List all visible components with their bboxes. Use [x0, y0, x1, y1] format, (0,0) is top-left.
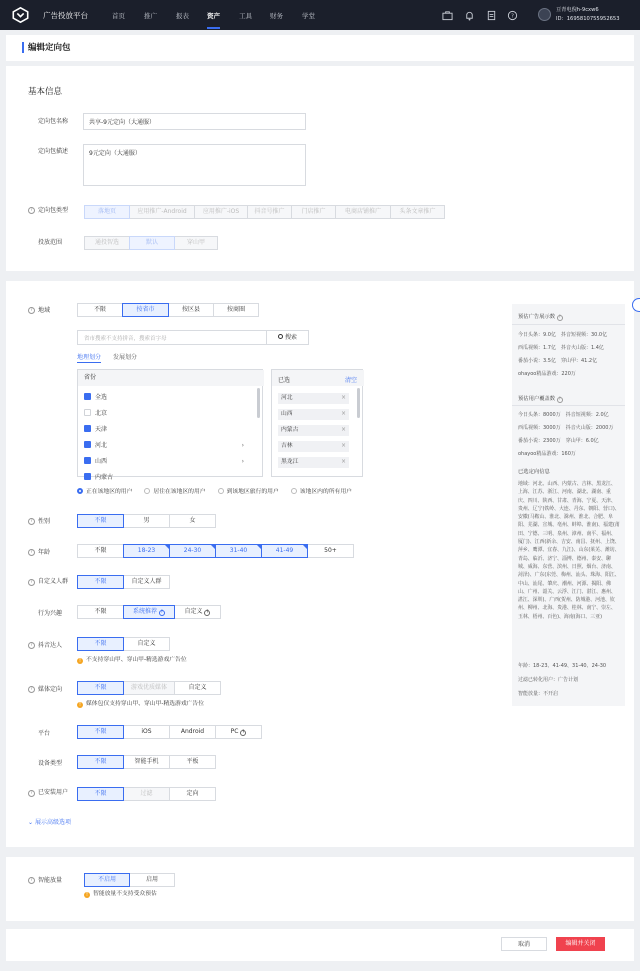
- selected-tag-label: 黑龙江: [281, 459, 299, 465]
- douyin-option-custom[interactable]: 自定义: [123, 637, 170, 651]
- user-estimate-row: 番茄小说：2300万 穿山甲：6.0亿: [518, 438, 599, 444]
- device-selector: [77, 755, 216, 769]
- nav-academy[interactable]: 学堂: [302, 12, 315, 20]
- nav-finance[interactable]: 财务: [270, 12, 283, 20]
- checkbox-checked-icon[interactable]: [84, 393, 91, 400]
- ad-estimate-row: 番茄小说：3.5亿 穿山甲：41.2亿: [518, 358, 598, 364]
- interest-option-label: 自定义: [184, 608, 203, 615]
- selected-header: 已选: [278, 377, 291, 384]
- type-option-douyin[interactable]: 抖音号推广: [247, 205, 292, 219]
- age-option-18-23[interactable]: 18-23: [123, 544, 170, 558]
- custom-option-custom[interactable]: 自定义人群: [123, 575, 170, 589]
- province-item[interactable]: [84, 408, 250, 420]
- region-selector: [77, 303, 259, 317]
- region-search-input[interactable]: 省市搜索不支持拼音，搜索首字母: [77, 330, 267, 345]
- smart-warning: [84, 890, 157, 898]
- scrollbar[interactable]: [357, 388, 360, 418]
- type-option-article[interactable]: 头条文章推广: [390, 205, 445, 219]
- custom-selector: [77, 575, 170, 589]
- checkbox-checked-icon[interactable]: [84, 425, 91, 432]
- radio-icon: [77, 488, 83, 494]
- douyin-selector: [77, 637, 170, 651]
- custom-option-any[interactable]: 不限: [77, 575, 124, 589]
- page-header: [6, 35, 634, 61]
- type-option-store[interactable]: 门店推广: [291, 205, 336, 219]
- type-selector: [84, 205, 445, 219]
- warning-text: 智能放量不支持受众预估: [93, 891, 157, 897]
- selected-tag: [278, 441, 349, 452]
- account-name: 豆青电倪h-9cxw6: [556, 7, 599, 13]
- province-item[interactable]: [84, 472, 250, 484]
- name-input[interactable]: 共享-9元定向（大通服）: [83, 113, 306, 130]
- scope-label: 投放范围: [38, 239, 63, 246]
- selected-tag-label: 吉林: [281, 443, 293, 449]
- type-label: 定向包类型: [38, 207, 69, 214]
- smart-label: 智能放量: [38, 877, 63, 884]
- interest-option-label: 系统推荐: [133, 608, 158, 615]
- title-accent-bar: [22, 42, 24, 53]
- installed-label: 已安装用户: [38, 789, 69, 796]
- chevron-right-icon[interactable]: ›: [241, 442, 244, 449]
- interest-option-recommended[interactable]: [123, 605, 175, 619]
- smart-card: [6, 857, 634, 921]
- warning-text: 不支持穿山甲、穿山甲-精选游戏广告位: [86, 657, 187, 663]
- selected-age-text: 年龄：18-23、41-49、31-40、24-30: [518, 663, 607, 669]
- nav-report[interactable]: 报表: [176, 12, 189, 20]
- type-option-landing[interactable]: 落地页: [84, 205, 130, 219]
- close-icon[interactable]: ×: [341, 411, 346, 417]
- media-selector: [77, 681, 221, 695]
- installed-selector: [77, 787, 216, 801]
- help-icon[interactable]: ?: [28, 207, 35, 214]
- custom-label: 自定义人群: [38, 578, 69, 585]
- user-estimate-row: 西瓜视频：3000万 抖音火山版：2000万: [518, 425, 614, 431]
- close-icon[interactable]: ×: [341, 443, 346, 449]
- name-label: 定向包名称: [38, 118, 69, 125]
- media-option-any[interactable]: 不限: [77, 681, 124, 695]
- nav-tools[interactable]: 工具: [239, 12, 252, 20]
- media-label: 媒体定向: [38, 686, 63, 693]
- section-title: 基本信息: [28, 87, 63, 97]
- province-name: 内蒙古: [95, 474, 114, 481]
- gender-option-female[interactable]: 女: [169, 514, 216, 528]
- interest-option-any[interactable]: 不限: [77, 605, 124, 619]
- province-name: 天津: [95, 426, 108, 433]
- radio-travel[interactable]: [218, 486, 279, 495]
- age-option-any[interactable]: 不限: [77, 544, 124, 558]
- installed-option-any[interactable]: 不限: [77, 787, 124, 801]
- chevron-right-icon[interactable]: ›: [241, 458, 244, 465]
- smart-option-on[interactable]: 启用: [129, 873, 175, 887]
- province-name: 河北: [95, 442, 108, 449]
- radio-current[interactable]: [77, 486, 132, 495]
- estimate-sidebar: [512, 304, 625, 706]
- region-label: 地域: [38, 307, 51, 314]
- region-search-button[interactable]: [266, 330, 309, 345]
- selected-filter-text: 过滤已转化用户：广告计划: [518, 677, 579, 683]
- type-option-ecommerce[interactable]: 电商店铺推广: [335, 205, 391, 219]
- province-item[interactable]: [84, 456, 250, 468]
- interest-selector: [77, 605, 221, 619]
- ad-estimate-row: 今日头条：9.0亿 抖音短视频：30.0亿: [518, 332, 608, 338]
- user-estimate-row: ohayoo精品游戏：160万: [518, 451, 576, 457]
- age-option-24-30[interactable]: 24-30: [169, 544, 216, 558]
- province-item[interactable]: [84, 424, 250, 436]
- ad-estimate-row: ohayoo精品游戏：220万: [518, 371, 576, 377]
- platform-selector: [77, 725, 262, 739]
- divider: [512, 405, 625, 406]
- province-name: 北京: [95, 410, 108, 417]
- ad-estimate-row: 西瓜视频：1.7亿 抖音火山版：1.4亿: [518, 345, 604, 351]
- submit-button[interactable]: 编辑并关闭: [556, 937, 605, 951]
- interest-option-custom[interactable]: [174, 605, 221, 619]
- help-icon[interactable]: ?: [28, 642, 35, 649]
- bell-icon[interactable]: [464, 10, 475, 21]
- help-icon[interactable]: ?: [28, 307, 35, 314]
- device-label: 设备类型: [38, 760, 63, 767]
- help-icon[interactable]: ?: [28, 549, 35, 556]
- province-item[interactable]: [84, 440, 250, 452]
- scope-option-default[interactable]: 默认: [129, 236, 175, 250]
- platform-label: 平台: [38, 730, 51, 737]
- radio-icon: [291, 488, 297, 494]
- help-icon: ?: [206, 610, 209, 615]
- help-icon[interactable]: ?: [28, 877, 35, 884]
- province-name: 全选: [95, 394, 108, 401]
- tab-geo[interactable]: 地理划分: [77, 354, 102, 361]
- search-icon: [278, 334, 283, 339]
- help-icon[interactable]: ?: [28, 518, 35, 525]
- checkbox-checked-icon[interactable]: [84, 473, 91, 480]
- help-icon[interactable]: ?: [28, 790, 35, 797]
- province-panel: [77, 369, 263, 481]
- radio-resident[interactable]: [144, 486, 205, 495]
- cancel-button[interactable]: 取消: [501, 937, 547, 951]
- checkbox-checked-icon[interactable]: [84, 441, 91, 448]
- help-icon[interactable]: ?: [558, 315, 561, 320]
- selected-tag: [278, 393, 349, 404]
- warning-icon: !: [78, 702, 81, 708]
- douyin-option-any[interactable]: 不限: [77, 637, 124, 651]
- nav-promote[interactable]: 推广: [144, 12, 157, 20]
- briefcase-icon[interactable]: [442, 10, 453, 21]
- gender-label: 性别: [38, 518, 51, 525]
- platform-option-android[interactable]: Android: [169, 725, 216, 739]
- platform-option-pc[interactable]: [215, 725, 262, 739]
- scope-option-pangle[interactable]: 穿山甲: [174, 236, 218, 250]
- media-option-quality[interactable]: 游戏优质媒体: [123, 681, 175, 695]
- smart-selector: [84, 873, 175, 887]
- selected-tag: [278, 457, 349, 468]
- installed-option-filter[interactable]: 过滤: [123, 787, 170, 801]
- radio-icon: [144, 488, 150, 494]
- selected-tag-label: 内蒙古: [281, 427, 299, 433]
- radio-label: 到该地区旅行的用户: [226, 489, 279, 495]
- age-selector: [77, 544, 354, 558]
- ad-estimate-title: [518, 312, 563, 321]
- tab-development[interactable]: 发展划分: [113, 354, 138, 361]
- page-title: 编辑定向包: [28, 43, 71, 53]
- radio-label: 该地区内的所有用户: [299, 489, 352, 495]
- chevron-down-icon: ⌄: [28, 819, 35, 826]
- douyin-label: 抖音达人: [38, 642, 63, 649]
- account-info: [556, 6, 620, 24]
- province-item[interactable]: [84, 392, 250, 404]
- type-option-ios[interactable]: 应用推广-iOS: [194, 205, 248, 219]
- search-button-label: 搜索: [284, 334, 297, 341]
- age-option-50plus[interactable]: 50+: [307, 544, 354, 558]
- radio-label: 正在该地区的用户: [86, 489, 133, 495]
- gender-option-any[interactable]: 不限: [77, 514, 124, 528]
- warning-icon: !: [85, 892, 88, 898]
- help-icon: ?: [242, 730, 245, 735]
- region-option-business[interactable]: 按商圈: [213, 303, 259, 317]
- region-user-type: [77, 486, 352, 495]
- platform-option-ios[interactable]: iOS: [123, 725, 170, 739]
- close-icon[interactable]: ×: [341, 427, 346, 433]
- selected-tag-label: 河北: [281, 395, 293, 401]
- platform-option-label: PC: [230, 728, 239, 735]
- selected-tag: [278, 425, 349, 436]
- radio-label: 居住在该地区的用户: [153, 489, 206, 495]
- selected-tag: [278, 409, 349, 420]
- scrollbar[interactable]: [257, 388, 260, 418]
- show-advanced-label: 展示高级选项: [34, 819, 71, 826]
- warning-text: 媒体包仅支持穿山甲、穿山甲-精选游戏广告位: [86, 701, 205, 707]
- selected-region-text: 地域：河北、山西、内蒙古、吉林、黑龙江、上海、江苏、浙江、河南、湖北、湖南、重庆、四川、陕西、甘肃、青海、宁夏、天津、贵州、辽宁(铁岭、大连、丹东、朝阳、营口)、安徽(马鞍山、淮北、滁州、淮北、合肥、阜阳、芜湖、宣城、亳州、蚌埠、淮南)、福建(莆田、宁德、三明、泉州、漳州、南平、福州、厦门)、江西(新余、吉安、南昌、抚州、上饶、萍乡、鹰潭、宜春、九江)、山东(莱芜、潍坊、青岛、临沂、济宁、淄博、德州、泰安、聊城、威海、东营、滨州、日照、烟台、济南、菏泽)、广东(东莞、梅州、汕头、珠海、阳江、中山、汕尾、肇庆、潮州、河源、揭阳、佛山、广州、韶关、云浮、江门、湛江、惠州、湛江、深圳)、广西(贺州、防城港、河池、钦州、柳州、北海、贵港、桂林、南宁、崇左、玉林、梧州、百色)、海南(海口、三亚): [518, 481, 620, 620]
- desc-textarea[interactable]: 9元定向（大通服）: [83, 144, 306, 186]
- avatar[interactable]: [538, 8, 551, 21]
- radio-all[interactable]: [291, 486, 352, 495]
- user-estimate-title: [518, 394, 563, 403]
- region-option-province[interactable]: 按省市: [122, 303, 169, 317]
- close-icon[interactable]: ×: [341, 459, 346, 465]
- scope-option-smart[interactable]: 通投智选: [84, 236, 130, 250]
- age-label: 年龄: [38, 549, 51, 556]
- device-option-any[interactable]: 不限: [77, 755, 124, 769]
- type-option-android[interactable]: 应用推广-Android: [129, 205, 195, 219]
- nav-home[interactable]: 首页: [112, 12, 125, 20]
- account-id: ID：1695810755952653: [556, 16, 620, 22]
- platform-brand: 广告投放平台: [43, 11, 88, 20]
- desc-label: 定向包描述: [38, 148, 69, 155]
- platform-option-any[interactable]: 不限: [77, 725, 124, 739]
- province-header: 省份: [78, 370, 264, 386]
- warning-icon: !: [78, 658, 81, 664]
- close-icon[interactable]: ×: [341, 395, 346, 401]
- divider: [512, 324, 625, 325]
- age-option-31-40[interactable]: 31-40: [215, 544, 262, 558]
- region-option-any[interactable]: 不限: [77, 303, 123, 317]
- nav-assets[interactable]: 资产: [207, 12, 220, 20]
- age-option-41-49[interactable]: 41-49: [261, 544, 308, 558]
- platform-logo-icon: [12, 7, 29, 23]
- scope-selector: [84, 236, 218, 250]
- ad-estimate-title-text: 预估广告展示数: [518, 314, 556, 320]
- checkbox-icon[interactable]: [84, 409, 91, 416]
- province-name: 山西: [95, 458, 108, 465]
- smart-option-off[interactable]: 不启用: [84, 873, 130, 887]
- document-icon[interactable]: [486, 10, 497, 21]
- clear-button[interactable]: 清空: [344, 377, 357, 384]
- user-estimate-title-text: 预估用户覆盖数: [518, 396, 556, 402]
- svg-text:?: ?: [511, 13, 514, 20]
- selected-info-title: 已选定向信息: [518, 469, 550, 475]
- region-option-district[interactable]: 按区县: [168, 303, 214, 317]
- show-advanced-link[interactable]: [28, 817, 71, 826]
- side-panel-toggle[interactable]: [632, 298, 640, 312]
- gender-option-male[interactable]: 男: [123, 514, 170, 528]
- checkbox-checked-icon[interactable]: [84, 457, 91, 464]
- help-icon[interactable]: ?: [28, 579, 35, 586]
- media-warning: [77, 700, 204, 708]
- media-option-custom[interactable]: 自定义: [174, 681, 221, 695]
- gender-selector: [77, 514, 216, 528]
- interest-label: 行为兴趣: [38, 610, 63, 617]
- selected-smart-text: 智能放量：不开启: [518, 691, 559, 697]
- radio-icon: [218, 488, 224, 494]
- selected-tag-label: 山西: [281, 411, 293, 417]
- installed-option-target[interactable]: 定向: [169, 787, 216, 801]
- help-icon[interactable]: ?: [558, 397, 561, 402]
- user-estimate-row: 今日头条：8000万 抖音短视频：2.0亿: [518, 412, 609, 418]
- top-navbar: [0, 0, 640, 30]
- douyin-warning: [77, 656, 187, 664]
- help-icon[interactable]: ?: [28, 686, 35, 693]
- device-option-phone[interactable]: 智能手机: [123, 755, 170, 769]
- device-option-tablet[interactable]: 平板: [169, 755, 216, 769]
- help-icon: ?: [160, 610, 164, 615]
- help-circle-icon[interactable]: [507, 10, 518, 21]
